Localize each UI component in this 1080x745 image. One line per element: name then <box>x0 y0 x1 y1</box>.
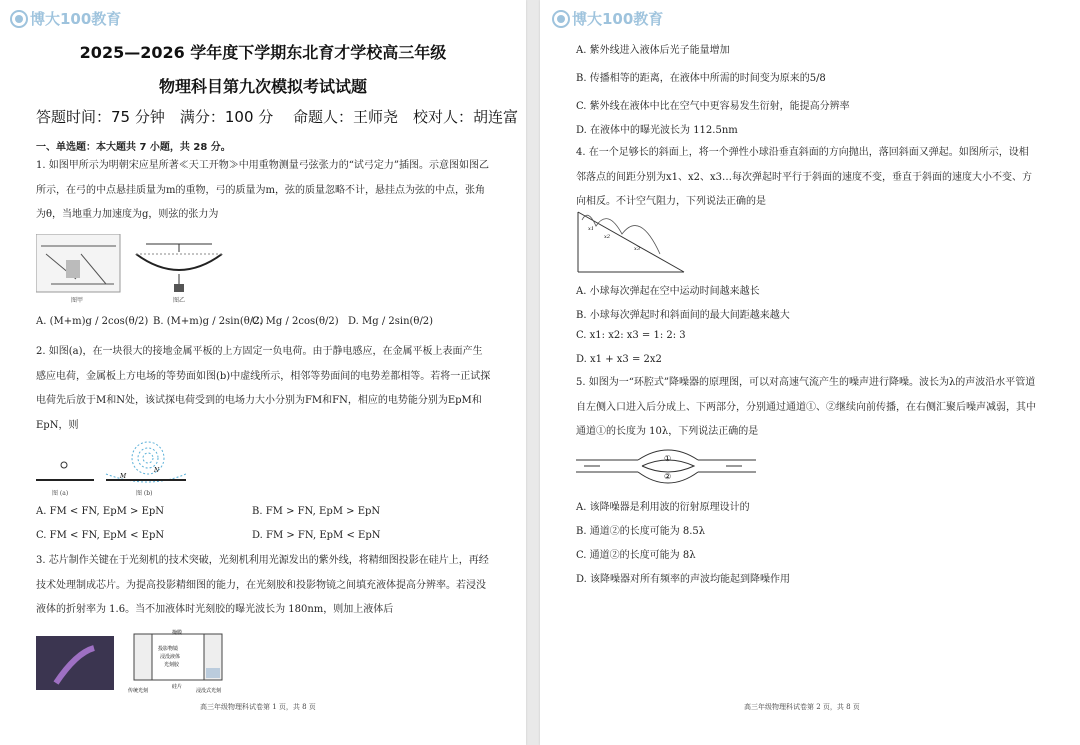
q5-option-d[interactable]: D. 该降噪器对所有频率的声波均能起到降噪作用 <box>576 574 791 585</box>
fig-label-lens: 投影物镜 <box>158 646 179 652</box>
question-4-text: 4. 在一个足够长的斜面上，将一个弹性小球沿垂直斜面的方向抛出，落回斜面又弹起。如图所示，设相邻落点的间距分别为x1、x2、x3…每次弹起时平行于斜面的速度不变，垂直于斜面的速度大小不变、方向相反。不计空气阻力，下列说法正确的是 <box>576 147 1033 207</box>
q5-option-b[interactable]: B. 通道②的长度可能为 8.5λ <box>576 526 706 537</box>
q4-option-a[interactable]: A. 小球每次弹起在空中运动时间越来越长 <box>576 286 760 297</box>
section-heading: 一、单选题：本大题共 7 小题，共 28 分。 <box>36 142 231 153</box>
question-1-figure <box>36 234 236 306</box>
exam-title-line2: 物理科目第九次模拟考试试题 <box>158 77 367 96</box>
page-1 <box>0 0 526 745</box>
question-4-figure <box>576 210 688 276</box>
figure-label-b: 图 (b) <box>136 490 153 497</box>
q5-option-a[interactable]: A. 该降噪器是利用波的衍射原理设计的 <box>576 502 750 513</box>
figure-label-b: 图乙 <box>173 297 186 304</box>
q3-option-d[interactable]: D. 在液体中的曝光波长为 112.5nm <box>576 125 738 136</box>
logo-icon <box>552 10 570 28</box>
q2-option-b[interactable]: B. FM > FN, EpM > EpN <box>252 506 381 517</box>
question-3-figure <box>36 628 246 694</box>
q5-option-c[interactable]: C. 通道②的长度可能为 8λ <box>576 550 696 561</box>
watermark-logo: 博大100教育 <box>10 8 121 29</box>
q3-option-b[interactable]: B. 传播相等的距离，在液体中所需的时间变为原来的5/8 <box>576 73 826 84</box>
q4-option-b[interactable]: B. 小球每次弹起时和斜面间的最大间距越来越大 <box>576 310 790 321</box>
svg-text:x3: x3 <box>634 246 641 252</box>
q1-option-b[interactable]: B. (M+m)g / 2sin(θ/2) <box>153 316 264 327</box>
channel-1-label: ① <box>664 454 672 463</box>
figure-label-a: 图甲 <box>71 297 84 304</box>
q4-option-c[interactable]: C. x1: x2: x3 = 1: 2: 3 <box>576 330 686 341</box>
question-5-figure <box>576 446 758 488</box>
q4-option-d[interactable]: D. x1 + x3 = 2x2 <box>576 354 662 365</box>
svg-text:x2: x2 <box>604 234 611 240</box>
fig-label-traditional: 传统光刻 <box>128 688 149 694</box>
fig-label-mask: 掩膜 <box>172 630 183 636</box>
question-3-text: 3. 芯片制作关键在于光刻机的技术突破，光刻机利用光源发出的紫外线，将精细图投影在硅片上，再经技术处理制成芯片。为提高投影精细图的能力，在光刻胶和投影物镜之间填充液体提高分辨率。若浸没液体的折射率为 1.6。当不加液体时光刻胶的曝光波长为 180nm，则加上液体后 <box>36 555 489 615</box>
fig-label-wafer: 硅片 <box>172 684 183 690</box>
figure-label-a: 图 (a) <box>52 490 69 497</box>
fig-label-liquid: 浸没液体 <box>160 654 181 660</box>
fig-label-resist: 光刻胶 <box>164 662 180 668</box>
logo-icon <box>10 10 28 28</box>
channel-2-label: ② <box>664 472 672 481</box>
q2-option-c[interactable]: C. FM < FN, EpM < EpN <box>36 530 165 541</box>
question-2-figure <box>36 440 186 500</box>
q3-option-a[interactable]: A. 紫外线进入液体后光子能量增加 <box>576 45 730 56</box>
q1-option-d[interactable]: D. Mg / 2sin(θ/2) <box>348 316 434 327</box>
fig-label-immersion: 浸没式光刻 <box>196 688 222 694</box>
q1-option-c[interactable]: C. Mg / 2cos(θ/2) <box>252 316 339 327</box>
q3-option-c[interactable]: C. 紫外线在液体中比在空气中更容易发生衍射，能提高分辨率 <box>576 101 850 112</box>
q1-option-a[interactable]: A. (M+m)g / 2cos(θ/2) <box>36 316 149 327</box>
q2-option-d[interactable]: D. FM > FN, EpM < EpN <box>252 530 381 541</box>
page-footer: 高三年级物理科试卷第 1 页，共 8 页 <box>200 703 316 711</box>
svg-text:x1: x1 <box>588 226 595 232</box>
q2-option-a[interactable]: A. FM < FN, EpM > EpN <box>36 506 165 517</box>
label-m: M <box>120 473 127 480</box>
page-2 <box>540 0 1080 745</box>
exam-meta: 答题时间：75 分钟 满分：100 分 命题人：王师尧 校对人：胡连富 <box>36 108 519 126</box>
page-footer: 高三年级物理科试卷第 2 页，共 8 页 <box>744 703 860 711</box>
question-2-text: 2. 如图(a)，在一块很大的接地金属平板的上方固定一负电荷。由于静电感应，在金属平板上表面产生感应电荷，金属板上方电场的等势面如图(b)中虚线所示，相邻等势面间的电势差都相等。若将一正试探电荷先后放于M和N处，该试探电荷受到的电场力大小分别为FM和FN，相应的电势能分别为EpM和EpN，则 <box>36 346 491 431</box>
label-n: N <box>154 467 160 474</box>
exam-title-line1: 2025—2026 学年度下学期东北育才学校高三年级 <box>79 43 447 62</box>
question-5-text: 5. 如图为一“环腔式”降噪器的原理图，可以对高速气流产生的噪声进行降噪。波长为λ的声波沿水平管道自左侧入口进入后分成上、下两部分，分别通过通道①、②继续向前传播，在右侧汇聚后噪声减弱，其中通道①的长度为 10λ，下列说法正确的是 <box>576 377 1036 437</box>
watermark-logo: 博大100教育 <box>552 8 663 29</box>
question-1-text: 1. 如图甲所示为明朝宋应星所著≪天工开物≫中用重物测量弓弦张力的“试弓定力”插图。示意图如图乙所示，在弓的中点悬挂质量为m的重物，弓的质量为m，弦的质量忽略不计，悬挂点为弦的中点，张角为θ，当地重力加速度为g，则弦的张力为 <box>36 160 489 220</box>
